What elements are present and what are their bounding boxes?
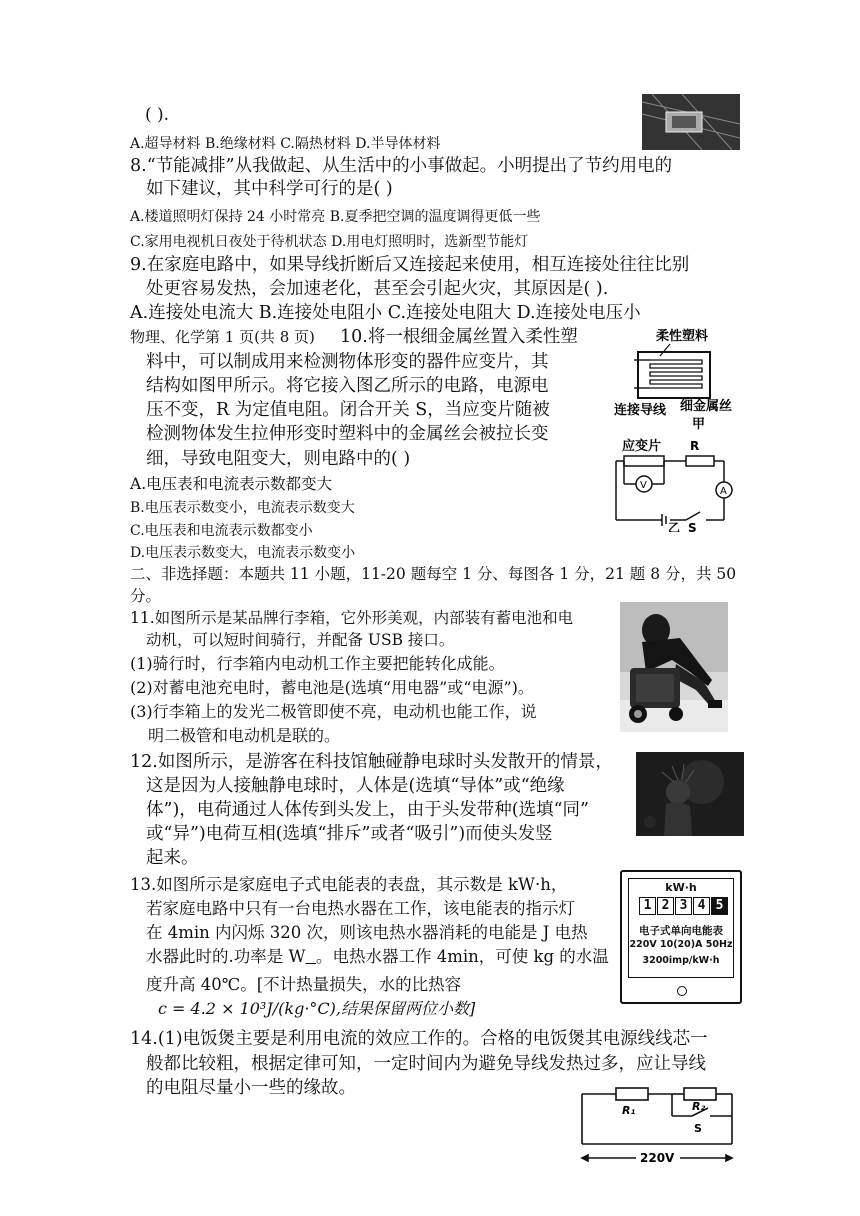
- q12-line5: 起来。: [146, 848, 199, 868]
- q10-stem-line1: 10.将一根细金属丝置入柔性塑: [340, 327, 578, 347]
- q12-line3: 体”)，电荷通过人体传到头发上，由于头发带种(选填“同”: [146, 800, 589, 820]
- q12-static-ball-photo: [636, 752, 744, 836]
- q14-circuit-figure: [576, 1082, 742, 1166]
- q14-line2: 般都比较粗，根据定律可知，一定时间内为避免导线发热过多，应让导线: [146, 1054, 706, 1074]
- q13-line4-part2: 。电热水器工作 4min，可使 kg 的水温: [315, 947, 609, 966]
- q13-energy-meter: [620, 870, 742, 1004]
- q12-line1: 12.如图所示，是游客在科技馆触碰静电球时头发散开的情景，: [130, 752, 613, 772]
- section2-heading-line2: 分。: [130, 587, 162, 605]
- fig14-switch-label: S: [694, 1122, 702, 1135]
- section2-heading-line1: 二、非选择题：本题共 11 小题，11-20 题每空 1 分、每图各 1 分，21 题 8 分，共 50: [130, 565, 737, 583]
- page-footer-label: 物理、化学第 1 页(共 8 页): [130, 328, 315, 346]
- q10-stem-line3: 结构如图甲所示。将它接入图乙所示的电路，电源电: [146, 376, 549, 396]
- meter-digit-display: [639, 897, 728, 915]
- q11-part3-line1: (3)行李箱上的发光二极管即使不亮，电动机也能工作，说: [130, 702, 537, 721]
- q10-stem-line6: 细，导致电阻变大，则电路中的( ): [146, 449, 411, 469]
- q10-stem-line4: 压不变，R 为定值电阻。闭合开关 S，当应变片随被: [146, 400, 550, 420]
- q7-answer-blank: ( ).: [145, 105, 170, 125]
- q10-figure-jia: [610, 326, 740, 434]
- meter-unit-label: kW·h: [665, 881, 697, 894]
- q12-line4: 或“异”)电荷互相(选填“排斥”或者“吸引”)而使头发竖: [146, 824, 553, 844]
- meter-spec: 220V 10(20)A 50Hz: [629, 939, 733, 950]
- q8-stem-line2: 如下建议，其中科学可行的是( ): [146, 179, 393, 199]
- fig14-r2-label: R₂: [692, 1100, 706, 1113]
- q13-answer-blank: [305, 947, 316, 966]
- q11-part1: (1)骑行时，行李箱内电动机工作主要把能转化成能。: [130, 654, 505, 673]
- fig-yi-caption: 乙: [668, 521, 681, 532]
- q8-stem-line1: 8.“节能减排”从我做起、从生活中的小事做起。小明提出了节约用电的: [130, 156, 673, 176]
- q10-option-a: A.电压表和电流表示数都变大: [130, 475, 333, 493]
- q9-stem-line1: 9.在家庭电路中，如果导线折断后又连接起来使用，相互连接处往往比别: [130, 255, 690, 275]
- fig-jia-wire-label: 细金属丝: [680, 399, 733, 414]
- q7-photo-texture: [642, 94, 740, 150]
- q10-stem-line2: 料中，可以制成用来检测物体形变的器件应变片，其: [146, 352, 549, 372]
- q13-formula: c = 4.2 × 10³J/(kg·°C),结果保留两位小数]: [158, 999, 476, 1018]
- fig14-voltage-label: 220V: [640, 1151, 675, 1165]
- meter-digit-4: 4: [693, 897, 710, 915]
- meter-digit-3: 3: [675, 897, 692, 915]
- q11-stem-line1: 11.如图所示是某品牌行李箱，它外形美观，内部装有蓄电池和电: [130, 609, 574, 627]
- q13-line1: 13.如图所示是家庭电子式电能表的表盘，其示数是 kW·h，: [130, 875, 568, 894]
- q9-options: A.连接处电流大 B.连接处电阻小 C.连接处电阻大 D.连接处电压小: [130, 303, 641, 323]
- fig-yi-gauge-label: 应变片: [622, 439, 662, 454]
- q12-line2: 这是因为人接触静电球时，人体是(选填“导体”或“绝缘: [146, 776, 565, 796]
- fig-yi-ammeter: A: [720, 486, 727, 497]
- q13-line4: [146, 946, 609, 968]
- meter-screw-icon: [677, 986, 687, 996]
- q13-line2: 若家庭电路中只有一台电热水器在工作，该电能表的指示灯: [146, 899, 575, 918]
- q7-options: A.超导材料 B.绝缘材料 C.隔热材料 D.半导体材料: [130, 136, 441, 152]
- q10-figure-yi: [610, 436, 740, 532]
- q10-option-b: B.电压表示数变小，电流表示数变大: [130, 500, 355, 516]
- fig-jia-lead-label: 连接导线: [614, 403, 667, 418]
- fig-yi-switch-label: S: [688, 521, 697, 532]
- q10-option-d: D.电压表示数变大，电流表示数变小: [130, 545, 356, 561]
- meter-digit-2: 2: [657, 897, 674, 915]
- meter-digit-1: 1: [639, 897, 656, 915]
- fig-yi-r-label: R: [690, 439, 700, 453]
- q14-line3: 的电阻尽量小一些的缘故。: [146, 1078, 356, 1098]
- q13-line5: 度升高 40℃。[不计热量损失，水的比热容: [146, 975, 462, 994]
- meter-digit-5: 5: [711, 897, 728, 915]
- q11-part2: (2)对蓄电池充电时，蓄电池是(选填“用电器”或“电源”)。: [130, 678, 534, 697]
- q8-options-ab: A.楼道照明灯保持 24 小时常亮 B.夏季把空调的温度调得更低一些: [130, 209, 541, 225]
- q11-luggage-photo: [620, 602, 728, 732]
- q10-option-c: C.电压表和电流表示数都变小: [130, 523, 313, 539]
- q13-line4-part1: 水器此时的.功率是 W: [146, 947, 306, 966]
- q11-part3-line2: 明二极管和电动机是联的。: [148, 726, 341, 745]
- fig-yi-voltmeter: V: [640, 480, 647, 491]
- q8-options-cd: C.家用电视机日夜处于待机状态 D.用电灯照明时，选新型节能灯: [130, 234, 529, 250]
- fig-jia-plastic-label: 柔性塑料: [656, 329, 709, 344]
- q9-stem-line2: 处更容易发热，会加速老化，甚至会引起火灾，其原因是( ).: [146, 279, 609, 299]
- meter-impulse: 3200imp/kW·h: [642, 955, 720, 966]
- q13-line3: 在 4min 内闪烁 320 次，则该电热水器消耗的电能是 J 电热: [146, 923, 588, 942]
- q14-line1: 14.(1)电饭煲主要是利用电流的效应工作的。合格的电饭煲其电源线线芯一: [130, 1029, 708, 1049]
- meter-inner-panel: [628, 878, 734, 978]
- fig14-r1-label: R₁: [622, 1104, 636, 1117]
- meter-title: 电子式单向电能表: [639, 925, 723, 937]
- q11-stem-line2: 动机，可以短时间骑行，并配备 USB 接口。: [146, 631, 455, 649]
- q10-stem-line5: 检测物体发生拉伸形变时塑料中的金属丝会被拉长变: [146, 424, 549, 444]
- q7-material-photo: [642, 94, 740, 150]
- fig-jia-caption: 甲: [692, 417, 706, 432]
